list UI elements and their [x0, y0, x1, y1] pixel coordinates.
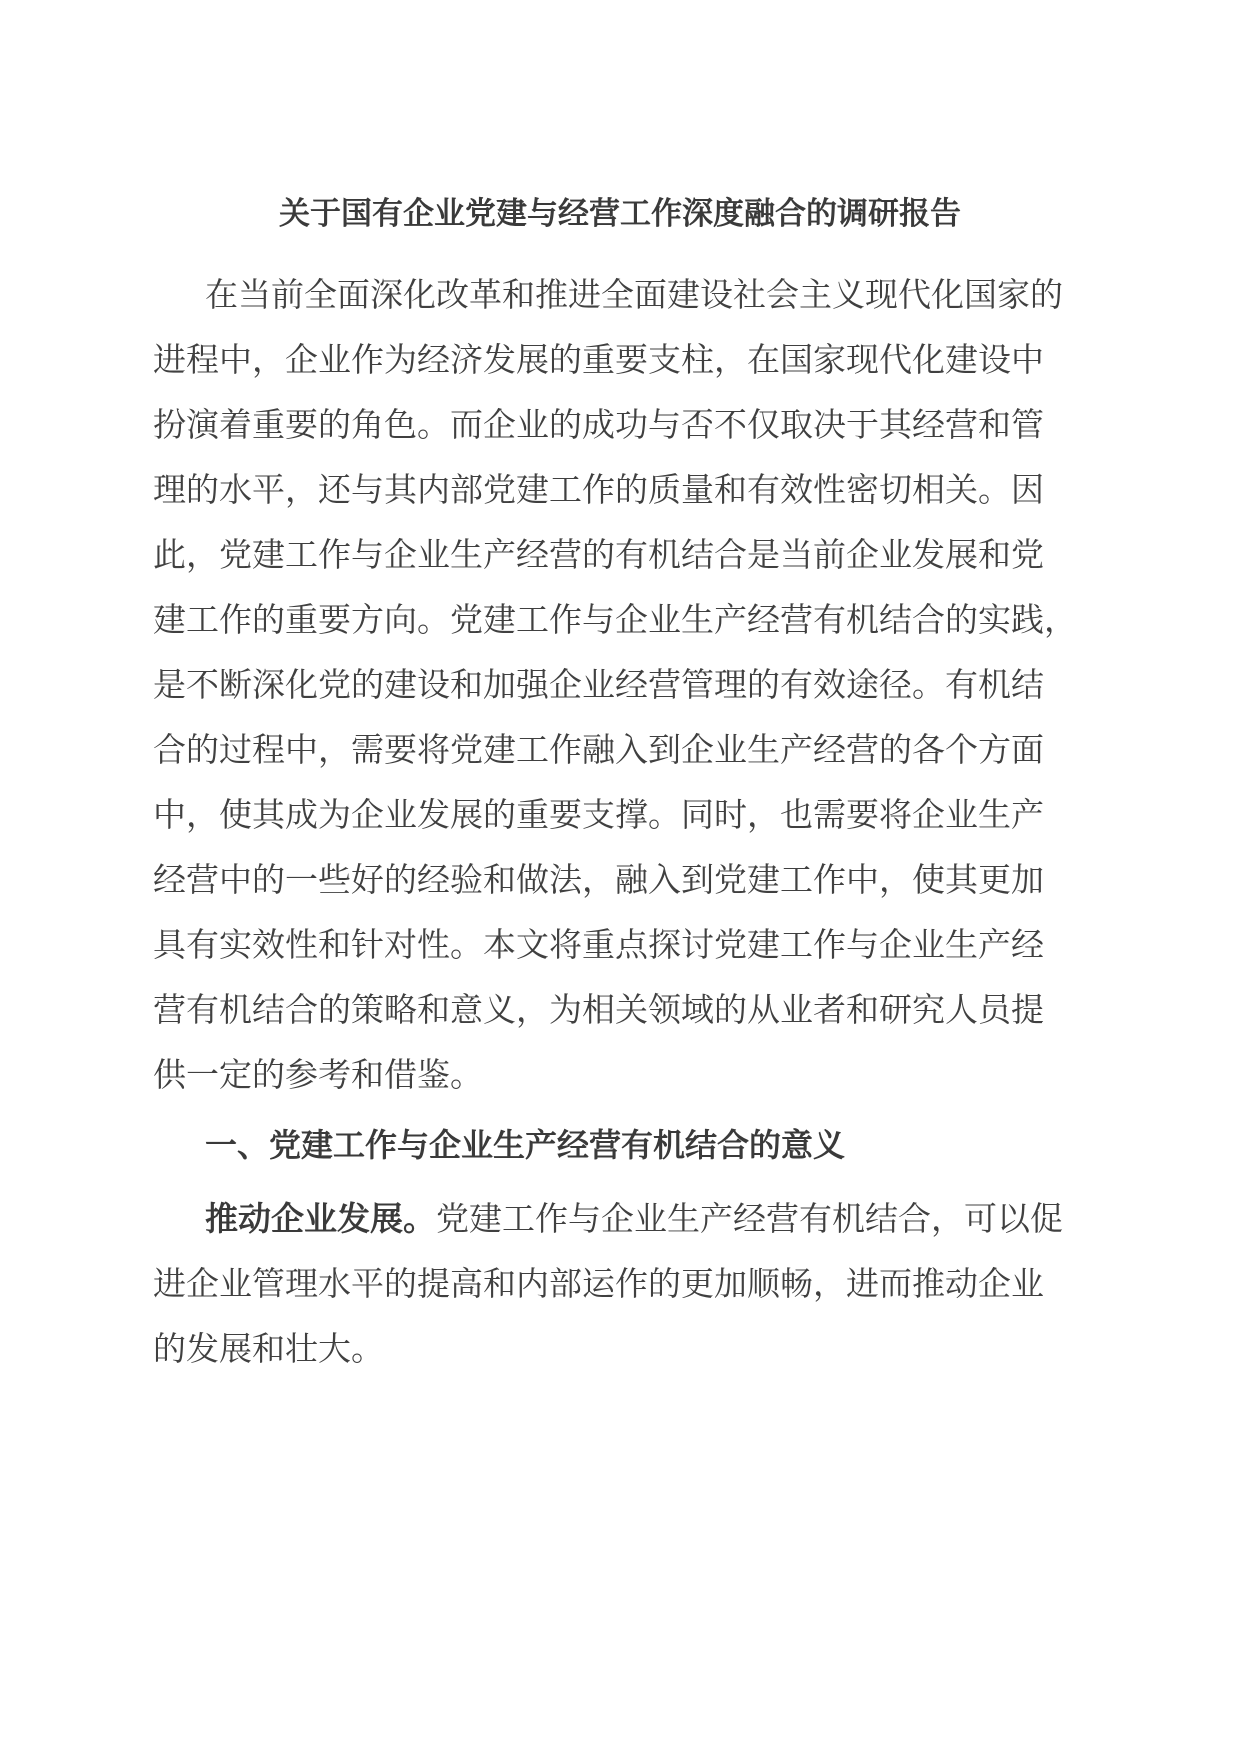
text-line: 在当前全面深化改革和推进全面建设社会主义现代化国家的	[205, 275, 1063, 314]
text-run: 党建工作与企业生产经营有机结合，可以促	[436, 1199, 1063, 1238]
text-line	[153, 1186, 1083, 1251]
text-line: 是不断深化党的建设和加强企业经营管理的有效途径。有机结	[153, 665, 1044, 704]
section1-paragraph	[153, 1186, 1083, 1381]
text-line: 具有实效性和针对性。本文将重点探讨党建工作与企业生产经	[153, 925, 1044, 964]
text-line: 进程中，企业作为经济发展的重要支柱，在国家现代化建设中	[153, 340, 1044, 379]
text-line: 扮演着重要的角色。而企业的成功与否不仅取决于其经营和管	[153, 405, 1044, 444]
text-line: 合的过程中，需要将党建工作融入到企业生产经营的各个方面	[153, 730, 1044, 769]
document-title: 关于国有企业党建与经营工作深度融合的调研报告	[279, 196, 961, 232]
intro-paragraph	[153, 262, 1083, 1107]
text-line: 建工作的重要方向。党建工作与企业生产经营有机结合的实践，	[153, 600, 1077, 639]
text-line: 进企业管理水平的提高和内部运作的更加顺畅，进而推动企业	[153, 1264, 1044, 1303]
text-line: 理的水平，还与其内部党建工作的质量和有效性密切相关。因	[153, 470, 1044, 509]
text-line: 营有机结合的策略和意义，为相关领域的从业者和研究人员提	[153, 990, 1044, 1029]
text-line: 中，使其成为企业发展的重要支撑。同时，也需要将企业生产	[153, 795, 1044, 834]
text-line: 供一定的参考和借鉴。	[153, 1055, 483, 1094]
text-line: 此，党建工作与企业生产经营的有机结合是当前企业发展和党	[153, 535, 1044, 574]
lead-phrase: 推动企业发展。	[205, 1199, 436, 1238]
text-line: 经营中的一些好的经验和做法，融入到党建工作中，使其更加	[153, 860, 1044, 899]
section-heading: 一、党建工作与企业生产经营有机结合的意义	[205, 1126, 846, 1164]
text-line: 的发展和壮大。	[153, 1329, 384, 1368]
